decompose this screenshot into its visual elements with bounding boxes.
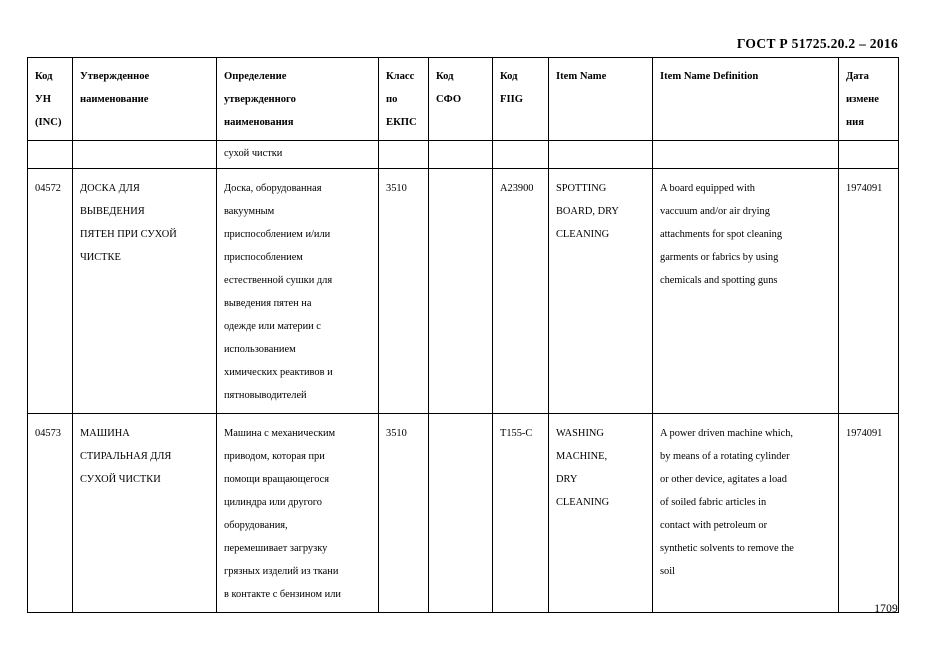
text-line: vaccuum and/or air drying [660,206,770,217]
cell-sfo-code [429,141,493,169]
cell-code-inc: 04572 [28,169,73,414]
text-line: ДОСКА ДЛЯ [80,183,140,194]
text-line: soil [660,566,676,577]
text-line: одежде или материи с [224,321,321,332]
text-line: Доска, оборудованная [224,183,322,194]
text-line: УН [35,94,52,105]
terminology-table-container [27,57,898,613]
table-body [28,141,899,613]
text-line: garments or fabrics by using [660,252,779,263]
text-line: CLEANING [556,229,610,240]
cell-definition [217,414,379,613]
text-line: СФО [436,94,462,105]
cell-item-name [549,141,653,169]
text-line: наименование [80,94,149,105]
text-line: цилиндра или другого [224,497,322,508]
cell-fiig-code [493,141,549,169]
text-line: СТИРАЛЬНАЯ ДЛЯ [80,451,172,462]
text-line: (INC) [35,117,62,128]
text-line: A board equipped with [660,183,755,194]
cell-change-date: 1974091 [839,414,899,613]
text-line: помощи вращающегося [224,474,330,485]
column-header-change-date [839,58,899,141]
text-line: contact with petroleum or [660,520,768,531]
terminology-table [27,57,899,613]
text-line: Класс [386,71,415,82]
text-line: WASHING [556,428,604,439]
text-line: приспособлением [224,252,303,263]
text-line: DRY [556,474,578,485]
text-line: Код [436,71,454,82]
text-line: оборудования, [224,520,288,531]
text-line: приспособлением и/или [224,229,331,240]
text-line: Утвержденное [80,71,150,82]
text-line: измене [846,94,879,105]
text-line: chemicals and spotting guns [660,275,778,286]
column-header-sfo-code [429,58,493,141]
text-line: в контакте с бензином или [224,589,341,600]
text-line: использованием [224,344,296,355]
column-header-item-name-definition [653,58,839,141]
cell-definition: сухой чистки [217,141,379,169]
column-header-approved-name [73,58,217,141]
text-line: грязных изделий из ткани [224,566,339,577]
table-row [28,169,899,414]
text-line: MACHINE, [556,451,608,462]
running-head: ГОСТ Р 51725.20.2 – 2016 [736,36,898,51]
column-header-item-name [549,58,653,141]
text-line: Item Name [556,71,607,82]
text-line: ПЯТЕН ПРИ СУХОЙ [80,229,177,240]
cell-change-date [839,141,899,169]
cell-approved-name [73,414,217,613]
text-line: наименования [224,117,294,128]
text-line: Определение [224,71,287,82]
table-header-row [28,58,899,141]
text-line: вакуумным [224,206,275,217]
cell-sfo-code [429,169,493,414]
cell-fiig-code: T155-C [493,414,549,613]
text-line: перемешивает загрузку [224,543,328,554]
text-line: утвержденного [224,94,296,105]
text-line: Item Name Definition [660,71,759,82]
text-line: Код [35,71,53,82]
text-line: synthetic solvents to remove the [660,543,794,554]
text-line: выведения пятен на [224,298,312,309]
table-row [28,141,899,169]
page-number: 1709 [874,603,898,615]
text-line: by means of a rotating cylinder [660,451,790,462]
text-line: МАШИНА [80,428,130,439]
cell-item-name-definition [653,141,839,169]
text-line: Дата [846,71,869,82]
cell-sfo-code [429,414,493,613]
table-header [28,58,899,141]
cell-item-name [549,414,653,613]
cell-ekps-class: 3510 [379,169,429,414]
cell-ekps-class [379,141,429,169]
text-line: CLEANING [556,497,610,508]
text-line: пятновыводителей [224,390,307,401]
text-line: ВЫВЕДЕНИЯ [80,206,145,217]
cell-approved-name [73,141,217,169]
text-line: по [386,94,398,105]
text-line: A power driven machine which, [660,428,794,439]
text-line: attachments for spot cleaning [660,229,783,240]
cell-fiig-code: A23900 [493,169,549,414]
text-line: ния [846,117,864,128]
text-line: Машина с механическим [224,428,336,439]
cell-item-name-definition [653,414,839,613]
text-line: СУХОЙ ЧИСТКИ [80,474,161,485]
text-line: Код [500,71,518,82]
cell-code-inc [28,141,73,169]
cell-item-name [549,169,653,414]
column-header-fiig-code [493,58,549,141]
text-line: FIIG [500,94,523,105]
text-line: or other device, agitates a load [660,474,787,485]
cell-definition [217,169,379,414]
cell-approved-name [73,169,217,414]
column-header-definition [217,58,379,141]
text-line: of soiled fabric articles in [660,497,767,508]
column-header-code-inc [28,58,73,141]
text-line: приводом, которая при [224,451,325,462]
cell-item-name-definition [653,169,839,414]
table-row [28,414,899,613]
text-line: ЧИСТКЕ [80,252,121,263]
text-line: SPOTTING [556,183,607,194]
cell-code-inc: 04573 [28,414,73,613]
text-line: естественной сушки для [224,275,333,286]
text-line: химических реактивов и [224,367,333,378]
text-line: BOARD, DRY [556,206,619,217]
column-header-ekps-class [379,58,429,141]
cell-ekps-class: 3510 [379,414,429,613]
text-line: ЕКПС [386,117,417,128]
cell-change-date: 1974091 [839,169,899,414]
